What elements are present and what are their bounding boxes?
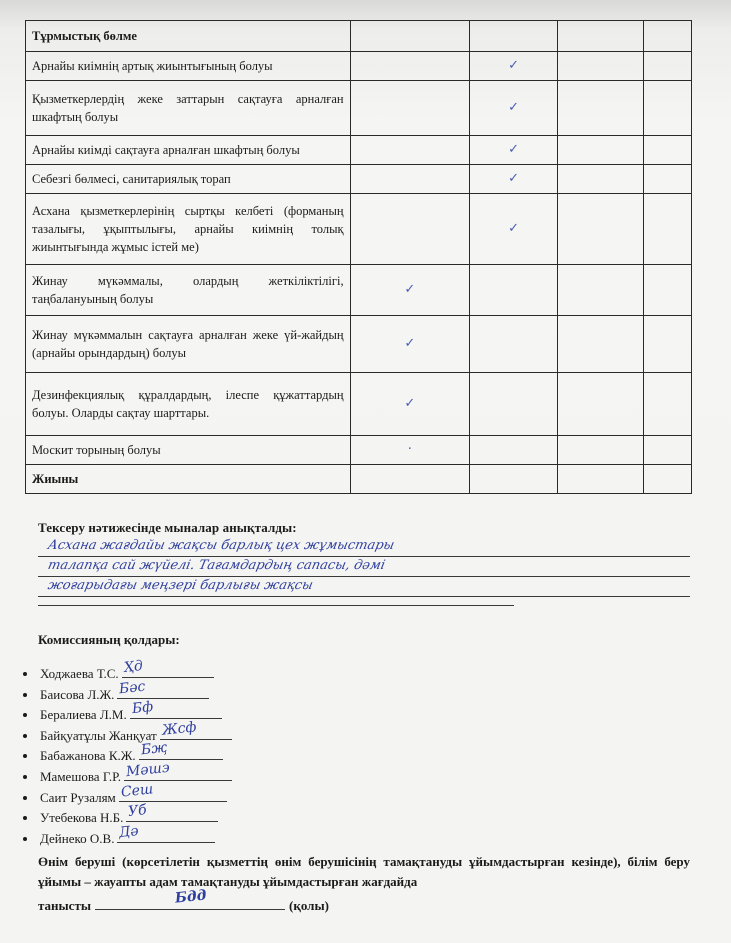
acknowledgement (38, 887, 329, 914)
findings-label: Тексеру нәтижесінде мыналар анықталды: (38, 520, 297, 535)
signature-line (122, 658, 214, 678)
list-item (38, 699, 232, 726)
ack-label: танысты (38, 898, 91, 913)
criterion-text: Арнайы киімді сақтауға арналған шкафтың болуы (26, 136, 351, 165)
signature-line (126, 802, 218, 822)
ack-suffix: (қолы) (289, 898, 329, 913)
signature: Ҳд (122, 658, 144, 676)
signature-line (139, 740, 223, 760)
signature-line (117, 822, 215, 843)
list-item (38, 719, 232, 747)
table-row (26, 81, 692, 136)
member-name: Саит Рузалям (40, 789, 116, 805)
signature-line (117, 678, 209, 699)
table-row (26, 265, 692, 316)
signature: Мәшэ (125, 759, 171, 781)
criterion-text: Дезинфекциялық құралдардың, ілеспе құжаттардың болуы. Оларды сақтау шарттары. (26, 373, 351, 436)
section-title: Тұрмыстық бөлме (26, 21, 351, 52)
members-label: Комиссияның қолдары: (38, 632, 180, 647)
member-name: Утебекова Н.Б. (40, 810, 124, 826)
criterion-text: Москит торының болуы (26, 436, 351, 465)
member-name: Бералиева Л.М. (40, 707, 127, 723)
table-row (26, 436, 692, 465)
check-mark: · (350, 436, 469, 465)
criterion-text: Себезгі бөлмесі, санитариялық торап (26, 165, 351, 194)
findings-handwriting: талапқа сай жүйелі. Тағамдардың сапасы, дәмі (46, 558, 387, 573)
signature: Дә (118, 822, 140, 841)
findings-line (38, 576, 690, 577)
signature: Уб (127, 802, 148, 821)
criterion-text: Қызметкерлердің жеке заттарын сақтауға арналған шкафтың болуы (26, 81, 351, 136)
signature-line (124, 759, 232, 781)
member-name: Дейнеко О.В. (40, 830, 115, 846)
section-header-row (26, 21, 692, 52)
member-name: Байқуатұлы Жанқуат (40, 727, 157, 743)
list-item (38, 822, 232, 850)
total-row (26, 465, 692, 494)
check-mark: ✓ (470, 165, 558, 194)
criterion-text: Арнайы киімнің артық жиынтығының болуы (26, 52, 351, 81)
criterion-text: Асхана қызметкерлерінің сыртқы келбеті (форманың тазалығы, ұқыптылығы, арнайы киімнің толық жиынтығында жұмыс істей ме) (26, 194, 351, 265)
signature: Бф (130, 699, 154, 718)
criterion-text: Жинау мүкәммалы, олардың жеткіліктілігі, таңбалануының болуы (26, 265, 351, 316)
member-name: Ходжаева Т.С. (40, 666, 119, 681)
signature-line (160, 719, 232, 740)
check-mark: ✓ (470, 52, 558, 81)
findings-line (38, 605, 514, 606)
table-row (26, 136, 692, 165)
signature-line (130, 699, 222, 719)
findings-line (38, 556, 690, 557)
signature: Бдд (174, 887, 208, 907)
check-mark: ✓ (350, 373, 469, 436)
findings-handwriting: Асхана жағдайы жақсы барлық цех жұмыстары (46, 538, 396, 553)
check-mark: ✓ (470, 136, 558, 165)
signature: Бҗ (139, 740, 168, 759)
signature-line (95, 887, 285, 910)
members-list (18, 658, 232, 849)
provider-statement: Өнім беруші (көрсетілетін қызметтің өнім берушісінің тамақтануды ұйымдастырған кезінде), білім беру ұйымы – жауапты адам тамақтануды ұйымдастырған жағдайда (38, 854, 690, 889)
signature-line (119, 780, 227, 802)
table-row (26, 316, 692, 373)
signature: Бәс (118, 678, 147, 697)
member-name: Мамешова Г.Р. (40, 768, 121, 784)
criterion-text: Жинау мүкәммалын сақтауға арналған жеке үй-жайдың (арнайы орындардың) болуы (26, 316, 351, 373)
table-row (26, 373, 692, 436)
checklist-table (25, 20, 692, 494)
check-mark: ✓ (350, 316, 469, 373)
check-mark: ✓ (470, 194, 558, 265)
findings-handwriting: жоғарыдағы меңзері барлығы жақсы (46, 578, 315, 593)
check-mark: ✓ (470, 81, 558, 136)
signature: Жсф (160, 719, 197, 739)
findings-line (38, 596, 690, 597)
member-name: Баисова Л.Ж. (40, 686, 115, 702)
table-row (26, 194, 692, 265)
signature: Сеш (120, 780, 154, 801)
table-row (26, 165, 692, 194)
member-name: Бабажанова К.Ж. (40, 748, 136, 764)
table-row (26, 52, 692, 81)
check-mark: ✓ (350, 265, 469, 316)
total-label: Жиыны (26, 465, 351, 494)
